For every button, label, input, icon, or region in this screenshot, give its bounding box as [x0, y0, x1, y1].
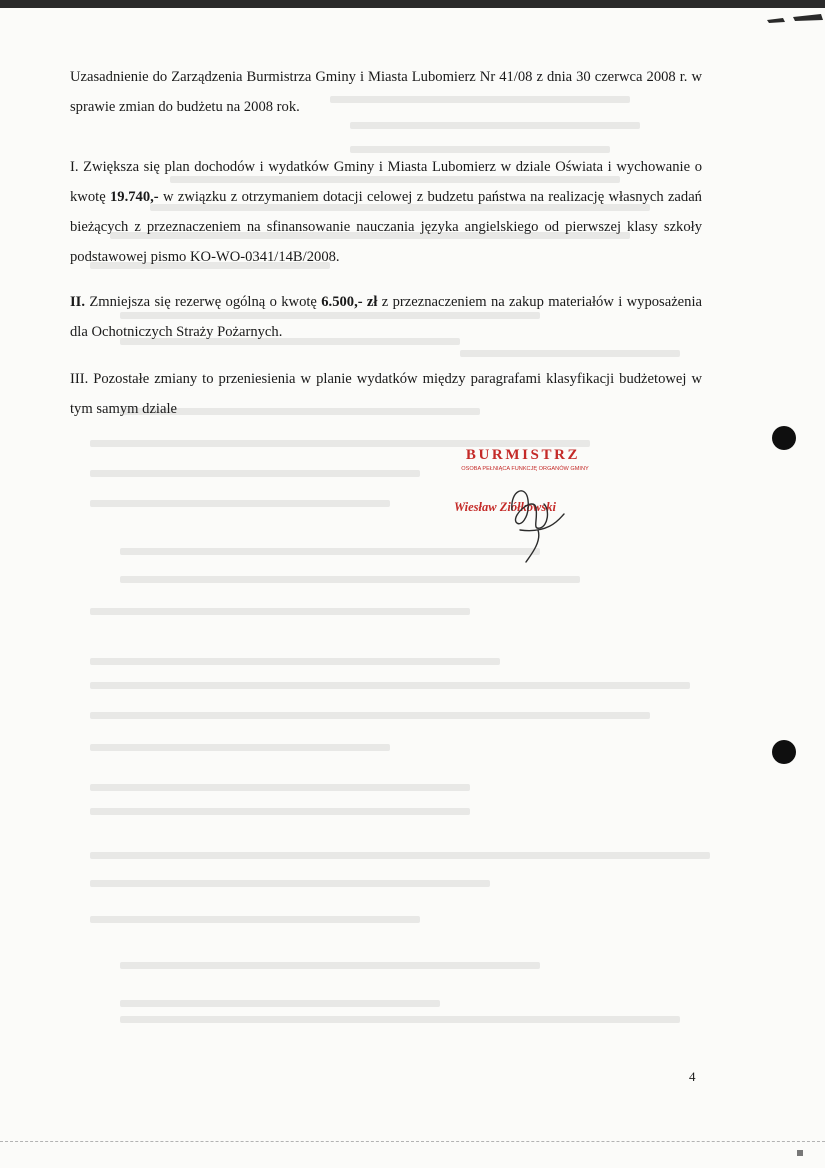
- section-2-text-before: Zmniejsza się rezerwę ogólną o kwotę: [85, 294, 322, 310]
- document-heading: Uzasadnienie do Zarządzenia Burmistrza Gminy i Miasta Lubomierz Nr 41/08 z dnia 30 czerwca 2008 r. w sprawie zmian do budżetu na 2008 rok.: [70, 69, 702, 115]
- section-3-text: Pozostałe zmiany to przeniesienia w planie wydatków między paragrafami klasyfikacji budżetowej w tym samym dziale: [70, 371, 702, 417]
- scan-corner-speck: [797, 1150, 803, 1156]
- binder-hole-mark-lower: [772, 740, 796, 764]
- scan-top-edge: [0, 0, 825, 8]
- scan-corner-mark: [763, 8, 825, 28]
- section-1-numeral: I.: [70, 159, 79, 175]
- binder-hole-mark-upper: [772, 426, 796, 450]
- stamp-subtitle: OSOBA PEŁNIĄCA FUNKCJĘ ORGANÓW GMINY: [461, 466, 589, 472]
- handwritten-signature: [490, 470, 570, 565]
- section-3-paragraph: [70, 364, 702, 424]
- section-2-amount: 6.500,- zł: [321, 294, 378, 310]
- section-1-amount: 19.740,-: [110, 189, 159, 205]
- page-number: 4: [689, 1069, 696, 1084]
- section-3-numeral: III.: [70, 371, 89, 387]
- section-1-text-after: w związku z otrzymaniem dotacji celowej z budzetu państwa na realizację własnych zadań bieżących z przeznaczeniem na sfinansowanie nauczania języka angielskiego od pierwszej klasy szkoły podstawowej pismo KO-WO-0341/14B/2008.: [70, 189, 702, 265]
- section-1-paragraph: [70, 152, 702, 272]
- section-2-text-after: z przeznaczeniem na zakup materiałów i wyposażenia dla Ochotniczych Straży Pożarnych.: [70, 294, 702, 340]
- section-2-paragraph: [70, 287, 702, 347]
- section-2-numeral: II.: [70, 294, 86, 310]
- section-1-text-before: Zwiększa się plan dochodów i wydatków Gminy i Miasta Lubomierz w dziale Oświata i wychowanie o kwotę: [70, 159, 702, 205]
- stamp-name: Wiesław Ziółkowski: [454, 500, 556, 514]
- scan-bottom-edge: [0, 1141, 825, 1143]
- stamp-title: BURMISTRZ: [465, 447, 581, 463]
